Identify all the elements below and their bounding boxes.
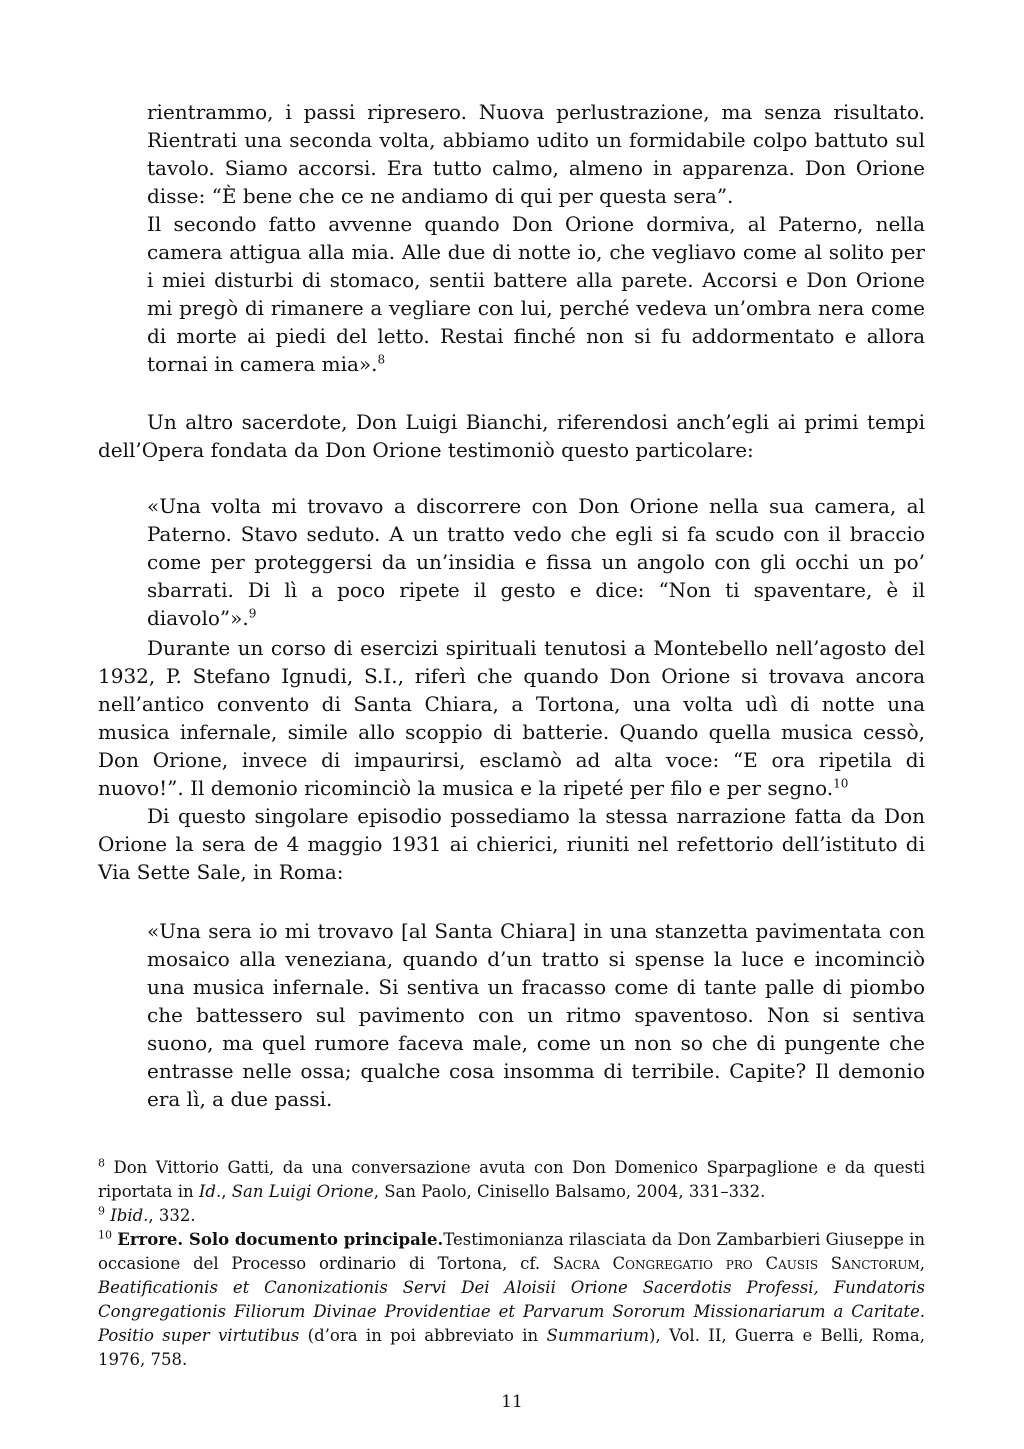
quote-1-paragraph-a: rientrammo, i passi ripresero. Nuova perlustrazione, ma senza risultato. Rientrati una seconda volta, abbiamo udito un formidabile colpo battuto sul tavolo. Siamo accorsi. Era tutto calmo, almeno in apparenza. Don Orione disse: “È bene che ce ne andiamo di qui per questa sera”. <box>147 100 925 208</box>
quote-block-3: «Una sera io mi trovavo [al Santa Chiara] in una stanzetta pavimentata con mosaico alla veneziana, quando d’un tratto si spense la luce e incominciò una musica infernale. Si sentiva un fracasso come di tante palle di piombo che battessero sul pavimento con un ritmo spaventoso. Non si sentiva suono, ma quel rumore faceva male, come un non so che di pungente che entrasse nelle ossa; qualche cosa insomma di terribile. Capite? Il demonio era lì, a due passi. <box>147 919 925 1111</box>
quote-1-paragraph-b <box>147 210 925 378</box>
paragraph-montebello-text: Durante un corso di esercizi spirituali tenutosi a Montebello nell’agosto del 1932, P. Stefano Ignudi, S.I., riferì che quando Don Orione si trovava ancora nell’antico convento di Santa Chiara, a Tortona, una volta udì di notte una musica infernale, simile allo scoppio di batterie. Quando quella musica cessò, Don Orione, invece di impaurirsi, esclamò ad alta voce: “E ora ripetila di nuovo!”. Il demonio ricominciò la musica e la ripeté per filo e per segno. <box>98 636 925 800</box>
footnote-8-text-e: , San Paolo, Cinisello Balsamo, 2004, 331–332. <box>373 1182 766 1201</box>
footnote-8-number: 8 <box>98 1156 105 1170</box>
footnote-8-text-a: Don Vittorio Gatti, da una conversazione avuta con Don Domenico Sparpaglione e da questi riportata in <box>98 1158 925 1201</box>
footnote-10-italic-title: Beatificationis et Canonizationis Servi Dei Aloisii Orione Sacerdotis Professi, Fundatoris Congregationis Filiorum Divinae Providentiae et Parvarum Sororum Missionariarum a Caritate. Positio super virtutibus <box>98 1278 925 1345</box>
paragraph-bianchi: Un altro sacerdote, Don Luigi Bianchi, riferendosi anch’egli ai primi tempi dell’Opera fondata da Don Orione testimoniò questo particolare: <box>98 410 925 462</box>
footnote-8-text-c: , <box>221 1182 232 1201</box>
footnote-ref-8[interactable]: 8 <box>377 352 386 367</box>
footnote-10-text-c: (d’ora in poi abbreviato in <box>299 1326 547 1345</box>
footnote-9-text: , 332. <box>148 1206 196 1225</box>
footnote-10-error-text: Errore. Solo documento principale. <box>117 1230 444 1249</box>
footnote-ref-9[interactable]: 9 <box>248 606 257 621</box>
footnote-10-smallcaps: Sacra Congregatio pro Causis Sanctorum <box>552 1254 920 1273</box>
quote-2-text-wrap <box>147 492 925 632</box>
footnote-9-number: 9 <box>98 1204 105 1218</box>
quote-1-paragraph-b-text: Il secondo fatto avvenne quando Don Orione dormiva, al Paterno, nella camera attigua alla mia. Alle due di notte io, che vegliavo come al solito per i miei disturbi di stomaco, sentii battere alla parete. Accorsi e Don Orione mi pregò di rimanere a vegliare con lui, perché vedeva un’ombra nera come di morte ai piedi del letto. Restai finché non si fu addormentato e allora tornai in camera mia». <box>147 212 925 376</box>
quote-block-1 <box>147 98 925 378</box>
page-number: 11 <box>501 1392 523 1412</box>
footnote-10-number: 10 <box>98 1228 112 1242</box>
footnote-8 <box>98 1156 925 1204</box>
footnote-10-text-d: ), Vol. II, Guerra e Belli, Roma, 1976, 758. <box>98 1326 926 1369</box>
footnote-9-italic: Ibid. <box>110 1206 149 1225</box>
quote-2-text: «Una volta mi trovavo a discorrere con Don Orione nella sua camera, al Paterno. Stavo seduto. A un tratto vedo che egli si fa scudo con il braccio come per proteggersi da un’insidia e fissa un angolo con gli occhi un po’ sbarrati. Di lì a poco ripete il gesto e dice: “Non ti spaventare, è il diavolo”». <box>147 494 925 630</box>
quote-block-2 <box>147 492 925 632</box>
footnote-9 <box>98 1204 925 1228</box>
footnote-8-italic-title: San Luigi Orione <box>231 1182 374 1201</box>
footnotes <box>98 1156 925 1372</box>
paragraph-narrazione: Di questo singolare episodio possediamo la stessa narrazione fatta da Don Orione la sera de 4 maggio 1931 ai chierici, riuniti nel refettorio dell’istituto di Via Sette Sale, in Roma: <box>98 804 925 884</box>
footnote-8-italic-id: Id. <box>198 1182 222 1201</box>
footnote-ref-10[interactable]: 10 <box>833 776 849 791</box>
footnote-10 <box>98 1228 925 1372</box>
footnote-10-text-b: , <box>919 1254 925 1273</box>
footnote-10-italic-summarium: Summarium <box>546 1326 650 1345</box>
footnote-10-text-a: Testimonianza rilasciata da Don Zambarbieri Giuseppe in occasione del Processo ordinario di Tortona, cf. <box>98 1230 926 1273</box>
paragraph-montebello <box>98 634 925 802</box>
